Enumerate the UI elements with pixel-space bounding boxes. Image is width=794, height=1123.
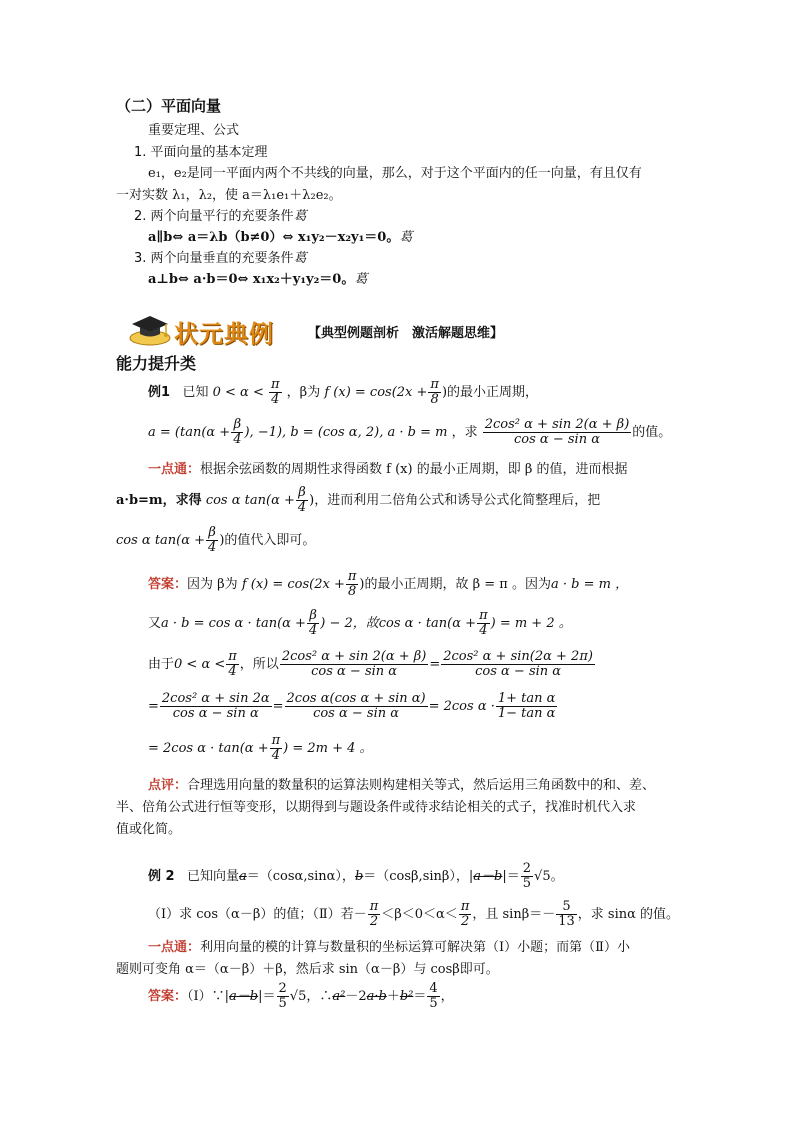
example-1-text-d: ，求 xyxy=(451,425,478,440)
example-1-statement-line-2 xyxy=(148,418,671,448)
example-1-answer-line-2 xyxy=(148,609,572,639)
answer-expression-3: $\frac{\text{2cos² α + sin 2α}}{\text{cos α − sin α}}$ xyxy=(161,691,270,721)
hint-label: 一点通： xyxy=(148,462,201,477)
example-2-answer-label: 答案： xyxy=(148,989,188,1004)
section-subtitle: 重要定理、公式 xyxy=(148,123,240,138)
theorem-2-formula-mark: 葛 xyxy=(399,230,413,245)
section-title: （二）平面向量 xyxy=(116,97,222,115)
theorem-1-title: 1. 平面向量的基本定理 xyxy=(134,145,268,160)
example-2-answer-b: |＝ xyxy=(258,989,276,1004)
hint-text-3b: )的值代入即可。 xyxy=(219,533,316,548)
theorem-2-formula xyxy=(148,230,412,246)
answer-label: 答案： xyxy=(148,577,188,592)
example-1-label: 例1 xyxy=(148,385,171,400)
example-1-review-line-2: 半、倍角公式进行恒等变形，以期得到与题设条件或待求结论相关的式子，找准时机代入求 xyxy=(116,800,637,815)
fraction-4-over-5: $\frac{4}{5}$ xyxy=(429,981,438,1011)
example-1-text-a: 已知 xyxy=(182,385,209,400)
category-heading: 能力提升类 xyxy=(116,354,197,373)
theorem-3-formula xyxy=(148,272,367,288)
review-text-1: 合理选用向量的数量积的运算法则构建相关等式，然后运用三角函数中的和、差、 xyxy=(187,778,656,793)
example-2-answer-f: ＝ xyxy=(413,989,427,1004)
answer-text-1a: 因为 β为 xyxy=(187,577,238,592)
answer-text-2d: cos α · tan(α + xyxy=(378,616,477,631)
graduation-cap-icon xyxy=(128,312,172,346)
answer-expression-1: $\frac{\text{2cos² α + sin 2(α + β)}}{\text{cos α − sin α}}$ xyxy=(281,649,427,679)
example-2-answer-c: √5，∴ xyxy=(289,989,333,1004)
example-1-answer-line-3: 由于0 < α < $\frac{\pi}{4}$ ，所以 $\frac{\text{2cos² α + sin 2(α + β)}}{\text{cos α − sin α}}$ = $\frac{\text{2cos² α + sin(2α + 2π)}}{\text{cos α − sin α}}$ xyxy=(148,649,593,679)
hint-text-1: 根据余弦函数的周期性求得函数 f (x) 的最小正周期，即 β 的值，进而根据 xyxy=(200,462,628,477)
example-2-answer-e: ＋ xyxy=(386,989,400,1004)
example-2-answer: 答案：（Ⅰ）∵|a－b|＝ $\frac{2}{5}$ √5，∴a²－2a·b＋b²＝ $\frac{4}{5}$ ， xyxy=(148,981,454,1011)
fraction-pi-over-4-answer: $\frac{\pi}{4}$ xyxy=(479,608,488,638)
vector-b-definition: b = (cos α, 2), xyxy=(290,425,384,440)
example-2-statement: 例 2 已知向量a＝（cosα,sinα），b＝（cosβ,sinβ），|a－b|＝ $\frac{2}{5}$ √5。 xyxy=(148,861,564,891)
example-1-text-c: )的最小正周期， xyxy=(441,385,539,400)
hint-text-2c: )，进而利用二倍角公式和诱导公式化简整理后，把 xyxy=(309,493,601,508)
answer-text-1d: a · b = m ， xyxy=(550,577,629,592)
theorem-1-line-2: 一对实数 λ₁，λ₂，使 a＝λ₁e₁＋λ₂e₂。 xyxy=(116,188,342,203)
fraction-pi-over-4-answer-3: $\frac{\pi}{4}$ xyxy=(271,733,281,763)
theorem-3-formula-text: a⊥b⇔ a·b＝0⇔ x₁x₂＋y₁y₂＝0。 xyxy=(148,272,355,287)
banner-title: 状元典例 xyxy=(174,320,274,348)
example-2-question-c: ，且 sinβ＝－ xyxy=(472,907,556,922)
example-2-answer-g: ， xyxy=(440,989,454,1004)
example-1-function: f (x) = cos(2x + xyxy=(324,385,428,400)
theorem-3-formula-mark: 葛 xyxy=(354,272,368,287)
answer-text-4-mid: = 2cos α · xyxy=(428,699,495,714)
example-2-text-d: |＝ xyxy=(502,869,520,884)
answer-text-2e: ) = m + 2 。 xyxy=(490,616,572,631)
example-2-text-c: ＝（cosβ,sinβ），| xyxy=(363,869,474,884)
answer-text-1b: f (x) = cos(2x + xyxy=(241,577,345,592)
theorem-2-title xyxy=(134,209,307,225)
fraction-pi-over-2-b: $\frac{\pi}{2}$ xyxy=(460,899,470,929)
example-2-hint-label: 一点通： xyxy=(148,940,201,955)
theorem-2-formula-text: a∥b⇔ a＝λb（b≠0）⇔ x₁y₂－x₂y₁＝0。 xyxy=(148,230,400,245)
fraction-pi-over-8-answer: $\frac{\pi}{8}$ xyxy=(347,569,357,599)
example-2-text-b: ＝（cosα,sinα）， xyxy=(246,869,355,884)
example-2-question-a: （Ⅰ）求 cos（α－β）的值；（Ⅱ）若－ xyxy=(148,907,367,922)
example-1-answer-line-5 xyxy=(148,734,373,764)
example-2-hint-text-1: 利用向量的模的计算与数量积的坐标运算可解决第（Ⅰ）小题；而第（Ⅱ）小 xyxy=(200,940,630,955)
fraction-2-over-5: $\frac{2}{5}$ xyxy=(522,861,532,891)
example-1-text-b: ，β为 xyxy=(286,385,321,400)
example-2-question-b: ＜β＜0＜α＜ xyxy=(381,907,458,922)
example-2-hint-line-1 xyxy=(148,940,630,956)
hint-text-2a: a·b=m，求得 xyxy=(116,493,202,508)
example-2-answer-a: （Ⅰ）∵| xyxy=(187,989,230,1004)
fraction-pi-over-8: $\frac{\pi}{8}$ xyxy=(430,377,439,407)
vector-a-symbol: a xyxy=(239,869,247,884)
answer-text-2b: a · b = cos α · tan(α + xyxy=(161,616,306,631)
fraction-2-over-5-answer: $\frac{2}{5}$ xyxy=(278,981,287,1011)
theorem-3-title-text: 3. 两个向量垂直的充要条件 xyxy=(134,251,294,266)
example-1-review-line-3: 值或化简。 xyxy=(116,822,182,837)
example-2-answer-d: －2 xyxy=(345,989,367,1004)
example-1-statement-line-1 xyxy=(148,378,538,408)
fraction-pi-over-2-a: $\frac{\pi}{2}$ xyxy=(369,899,379,929)
fraction-beta-over-4-hint: $\frac{\beta}{4}$ xyxy=(297,485,307,515)
example-2-question-d: ，求 sinα 的值。 xyxy=(577,907,680,922)
hint-text-3a: cos α tan(α + xyxy=(116,533,206,548)
vector-a-definition: a = (tan(α + xyxy=(148,425,231,440)
theorem-2-mark: 葛 xyxy=(293,209,307,224)
example-1-hint-line-1 xyxy=(148,462,627,478)
fraction-beta-over-4-answer: $\frac{\beta}{4}$ xyxy=(308,608,318,638)
example-1-answer-line-4: = $\frac{\text{2cos² α + sin 2α}}{\text{cos α − sin α}}$ = $\frac{\text{2cos α(cos α + sin α)}}{\text{cos α − sin α}}$ = 2cos α · $\frac{\text{1+ tan α}}{\text{1− tan α}}$ xyxy=(148,691,556,721)
example-1-hint-line-2 xyxy=(116,486,600,516)
example-1-condition: 0 < α < xyxy=(212,385,264,400)
vector-a-definition-end: ), −1), xyxy=(244,425,287,440)
answer-text-1c: )的最小正周期，故 β = π 。因为 xyxy=(359,577,551,592)
answer-text-2a: 又 xyxy=(148,616,162,631)
review-label: 点评： xyxy=(148,778,188,793)
fraction-beta-over-4-hint-2: $\frac{\beta}{4}$ xyxy=(208,525,217,555)
fraction-5-over-13: $\frac{5}{13}$ xyxy=(558,899,575,929)
theorem-1-line-1: e₁，e₂是同一平面内两个不共线的向量，那么，对于这个平面内的任一向量，有且仅有 xyxy=(148,166,642,181)
answer-text-5a: = 2cos α · tan(α + xyxy=(148,741,269,756)
answer-text-3a: 由于 xyxy=(148,657,175,672)
theorem-3-title xyxy=(134,251,307,267)
theorem-2-title-text: 2. 两个向量平行的充要条件 xyxy=(134,209,294,224)
answer-expression-4: $\frac{\text{2cos α(cos α + sin α)}}{\text{cos α − sin α}}$ xyxy=(286,691,426,721)
example-2-text-a: 已知向量 xyxy=(186,869,239,884)
example-2-hint-line-2: 题则可变角 α＝（α－β）＋β，然后求 sin（α－β）与 cosβ即可。 xyxy=(116,962,499,977)
fraction-pi-over-4: $\frac{\pi}{4}$ xyxy=(270,377,280,407)
answer-expression-5: $\frac{\text{1+ tan α}}{\text{1− tan α}}$ xyxy=(497,691,556,721)
banner-subtitle: 【典型例题剖析 激活解题思维】 xyxy=(308,326,504,341)
answer-expression-2: $\frac{\text{2cos² α + sin(2α + 2π)}}{\text{cos α − sin α}}$ xyxy=(443,649,593,679)
theorem-3-mark: 葛 xyxy=(293,251,307,266)
answer-text-5b: ) = 2m + 4 。 xyxy=(283,741,373,756)
example-1-review-line-1 xyxy=(148,778,655,794)
example-2-text-e: √5。 xyxy=(534,869,564,884)
dot-product-condition: a · b = m xyxy=(387,425,448,440)
answer-text-3b: 0 < α < xyxy=(174,657,226,672)
answer-text-2c: ) − 2，故 xyxy=(320,616,379,631)
answer-text-3c: ，所以 xyxy=(239,657,279,672)
example-2-questions xyxy=(148,900,679,930)
fraction-pi-over-4-answer-2: $\frac{\pi}{4}$ xyxy=(228,649,237,679)
example-1-text-e: 的值。 xyxy=(632,425,672,440)
expression-to-evaluate: $\frac{\text{2cos² α + sin 2(α + β)}}{\text{cos α − sin α}}$ xyxy=(484,417,630,447)
example-1-hint-line-3 xyxy=(116,526,315,556)
example-2-label: 例 2 xyxy=(148,869,175,884)
examples-banner xyxy=(128,312,548,346)
fraction-beta-over-4: $\frac{\beta}{4}$ xyxy=(233,417,242,447)
vector-b-symbol: b xyxy=(354,869,364,884)
example-1-answer-line-1 xyxy=(148,570,628,600)
hint-text-2b: cos α tan(α + xyxy=(205,493,295,508)
